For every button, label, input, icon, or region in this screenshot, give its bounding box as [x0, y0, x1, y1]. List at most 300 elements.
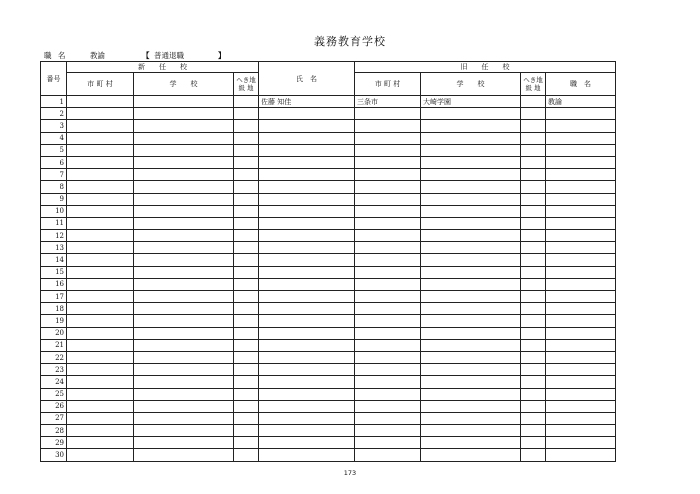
- old-remote-cell: [521, 291, 546, 303]
- old-remote-cell: [521, 169, 546, 181]
- meta-line: [44, 50, 230, 61]
- name-cell: [259, 181, 355, 193]
- name-cell: [259, 108, 355, 120]
- old-school-cell: [421, 108, 521, 120]
- new-municipality-cell: [67, 132, 134, 144]
- old-municipality-cell: [355, 132, 421, 144]
- new-school-cell: [134, 254, 234, 266]
- old-position-cell: [546, 242, 616, 254]
- old-remote-cell: [521, 315, 546, 327]
- table-row: [41, 425, 616, 437]
- table-row: [41, 400, 616, 412]
- new-school-cell: [134, 339, 234, 351]
- new-remote-cell: [234, 254, 259, 266]
- old-school-cell: [421, 388, 521, 400]
- old-position-cell: [546, 339, 616, 351]
- old-remote-cell: [521, 217, 546, 229]
- old-municipality-cell: [355, 278, 421, 290]
- row-number: 9: [41, 193, 67, 205]
- old-municipality-cell: [355, 266, 421, 278]
- new-municipality-cell: [67, 425, 134, 437]
- table-row: [41, 181, 616, 193]
- new-school-cell: [134, 278, 234, 290]
- new-municipality-cell: [67, 339, 134, 351]
- old-school-cell: [421, 120, 521, 132]
- old-position-cell: [546, 364, 616, 376]
- table-row: [41, 254, 616, 266]
- row-number: 5: [41, 144, 67, 156]
- new-school-cell: [134, 230, 234, 242]
- old-school-cell: [421, 449, 521, 461]
- old-remote-cell: [521, 327, 546, 339]
- row-number: 13: [41, 242, 67, 254]
- old-position-cell: [546, 108, 616, 120]
- name-cell: [259, 315, 355, 327]
- name-cell: [259, 266, 355, 278]
- header-name: 氏 名: [259, 62, 355, 96]
- new-school-cell: [134, 425, 234, 437]
- name-cell: [259, 449, 355, 461]
- old-municipality-cell: [355, 230, 421, 242]
- new-remote-cell: [234, 266, 259, 278]
- new-municipality-cell: [67, 156, 134, 168]
- name-cell: 佐藤 知佳: [259, 96, 355, 108]
- old-position-cell: [546, 437, 616, 449]
- old-school-cell: [421, 144, 521, 156]
- old-municipality-cell: [355, 388, 421, 400]
- old-remote-cell: [521, 108, 546, 120]
- new-municipality-cell: [67, 412, 134, 424]
- old-municipality-cell: [355, 364, 421, 376]
- new-remote-cell: [234, 400, 259, 412]
- header-new-municipality: 市 町 村: [67, 73, 134, 96]
- old-school-cell: [421, 437, 521, 449]
- old-remote-cell: [521, 266, 546, 278]
- old-municipality-cell: [355, 351, 421, 363]
- table-row: [41, 205, 616, 217]
- row-number: 25: [41, 388, 67, 400]
- name-cell: [259, 303, 355, 315]
- new-remote-cell: [234, 437, 259, 449]
- old-municipality-cell: [355, 327, 421, 339]
- old-municipality-cell: [355, 181, 421, 193]
- new-municipality-cell: [67, 96, 134, 108]
- new-municipality-cell: [67, 205, 134, 217]
- row-number: 12: [41, 230, 67, 242]
- new-municipality-cell: [67, 291, 134, 303]
- name-cell: [259, 376, 355, 388]
- header-number: 番号: [41, 62, 67, 96]
- old-remote-cell: [521, 351, 546, 363]
- new-municipality-cell: [67, 193, 134, 205]
- new-municipality-cell: [67, 303, 134, 315]
- row-number: 27: [41, 412, 67, 424]
- old-position-cell: [546, 303, 616, 315]
- old-position-cell: [546, 254, 616, 266]
- old-position-cell: [546, 217, 616, 229]
- row-number: 24: [41, 376, 67, 388]
- row-number: 11: [41, 217, 67, 229]
- table-row: [41, 169, 616, 181]
- category-value: 普通退職: [154, 51, 184, 60]
- old-position-cell: [546, 230, 616, 242]
- name-cell: [259, 327, 355, 339]
- new-school-cell: [134, 205, 234, 217]
- name-cell: [259, 169, 355, 181]
- name-cell: [259, 205, 355, 217]
- new-remote-cell: [234, 144, 259, 156]
- row-number: 17: [41, 291, 67, 303]
- name-cell: [259, 120, 355, 132]
- table-row: [41, 217, 616, 229]
- table-row: [41, 96, 616, 108]
- old-school-cell: [421, 400, 521, 412]
- name-cell: [259, 388, 355, 400]
- name-cell: [259, 217, 355, 229]
- old-position-cell: [546, 181, 616, 193]
- row-number: 23: [41, 364, 67, 376]
- row-number: 10: [41, 205, 67, 217]
- new-school-cell: [134, 327, 234, 339]
- table-row: [41, 412, 616, 424]
- old-remote-cell: [521, 181, 546, 193]
- old-remote-cell: [521, 156, 546, 168]
- table-row: [41, 120, 616, 132]
- new-school-cell: [134, 449, 234, 461]
- new-municipality-cell: [67, 327, 134, 339]
- old-remote-cell: [521, 449, 546, 461]
- old-position-cell: [546, 425, 616, 437]
- row-number: 28: [41, 425, 67, 437]
- row-number: 7: [41, 169, 67, 181]
- old-position-cell: [546, 278, 616, 290]
- old-remote-cell: [521, 230, 546, 242]
- name-cell: [259, 400, 355, 412]
- new-municipality-cell: [67, 120, 134, 132]
- header-row-1: [41, 62, 616, 73]
- name-cell: [259, 230, 355, 242]
- old-municipality-cell: [355, 120, 421, 132]
- old-school-cell: [421, 230, 521, 242]
- new-remote-cell: [234, 315, 259, 327]
- old-school-cell: [421, 315, 521, 327]
- new-school-cell: [134, 376, 234, 388]
- old-municipality-cell: [355, 156, 421, 168]
- header-old-remote: へき地 級 地: [521, 73, 546, 96]
- new-remote-cell: [234, 108, 259, 120]
- old-remote-cell: [521, 205, 546, 217]
- row-number: 3: [41, 120, 67, 132]
- old-remote-cell: [521, 254, 546, 266]
- new-school-cell: [134, 96, 234, 108]
- new-municipality-cell: [67, 376, 134, 388]
- new-school-cell: [134, 193, 234, 205]
- table-row: [41, 327, 616, 339]
- old-remote-cell: [521, 376, 546, 388]
- old-school-cell: [421, 364, 521, 376]
- new-remote-cell: [234, 327, 259, 339]
- table-row: [41, 156, 616, 168]
- old-municipality-cell: [355, 193, 421, 205]
- table-row: [41, 303, 616, 315]
- new-municipality-cell: [67, 364, 134, 376]
- new-school-cell: [134, 351, 234, 363]
- new-remote-cell: [234, 169, 259, 181]
- new-remote-cell: [234, 449, 259, 461]
- old-position-cell: [546, 315, 616, 327]
- old-position-cell: [546, 266, 616, 278]
- new-municipality-cell: [67, 181, 134, 193]
- old-municipality-cell: [355, 144, 421, 156]
- old-municipality-cell: [355, 315, 421, 327]
- old-position-cell: [546, 327, 616, 339]
- new-school-cell: [134, 388, 234, 400]
- new-remote-cell: [234, 96, 259, 108]
- row-number: 4: [41, 132, 67, 144]
- name-cell: [259, 156, 355, 168]
- new-school-cell: [134, 400, 234, 412]
- new-municipality-cell: [67, 217, 134, 229]
- new-remote-cell: [234, 242, 259, 254]
- old-municipality-cell: [355, 303, 421, 315]
- header-old-school: 旧 任 校: [355, 62, 616, 73]
- old-position-cell: [546, 120, 616, 132]
- name-cell: [259, 144, 355, 156]
- new-school-cell: [134, 169, 234, 181]
- old-remote-cell: [521, 278, 546, 290]
- new-remote-cell: [234, 376, 259, 388]
- old-position-cell: [546, 205, 616, 217]
- header-old-municipality: 市 町 村: [355, 73, 421, 96]
- new-school-cell: [134, 120, 234, 132]
- header-old-position: 職 名: [546, 73, 616, 96]
- row-number: 19: [41, 315, 67, 327]
- bracket-close: 】: [218, 51, 226, 60]
- old-municipality-cell: [355, 291, 421, 303]
- old-remote-cell: [521, 193, 546, 205]
- old-position-cell: [546, 132, 616, 144]
- new-school-cell: [134, 108, 234, 120]
- new-municipality-cell: [67, 242, 134, 254]
- old-remote-cell: [521, 400, 546, 412]
- old-municipality-cell: [355, 339, 421, 351]
- old-remote-cell: [521, 120, 546, 132]
- old-position-cell: [546, 376, 616, 388]
- old-municipality-cell: 三条市: [355, 96, 421, 108]
- old-municipality-cell: [355, 400, 421, 412]
- new-school-cell: [134, 132, 234, 144]
- old-municipality-cell: [355, 205, 421, 217]
- new-municipality-cell: [67, 254, 134, 266]
- old-school-cell: [421, 205, 521, 217]
- row-number: 2: [41, 108, 67, 120]
- old-position-cell: [546, 400, 616, 412]
- old-municipality-cell: [355, 425, 421, 437]
- old-position-cell: [546, 144, 616, 156]
- old-school-cell: [421, 181, 521, 193]
- new-remote-cell: [234, 217, 259, 229]
- old-remote-cell: [521, 364, 546, 376]
- new-school-cell: [134, 242, 234, 254]
- row-number: 26: [41, 400, 67, 412]
- name-cell: [259, 132, 355, 144]
- table-row: [41, 108, 616, 120]
- old-municipality-cell: [355, 217, 421, 229]
- old-remote-cell: [521, 388, 546, 400]
- new-school-cell: [134, 291, 234, 303]
- new-municipality-cell: [67, 315, 134, 327]
- old-remote-cell: [521, 96, 546, 108]
- name-cell: [259, 437, 355, 449]
- name-cell: [259, 364, 355, 376]
- old-school-cell: [421, 376, 521, 388]
- old-municipality-cell: [355, 254, 421, 266]
- old-municipality-cell: [355, 169, 421, 181]
- name-cell: [259, 254, 355, 266]
- old-school-cell: [421, 242, 521, 254]
- new-remote-cell: [234, 181, 259, 193]
- old-municipality-cell: [355, 449, 421, 461]
- table-row: [41, 388, 616, 400]
- new-remote-cell: [234, 412, 259, 424]
- new-remote-cell: [234, 205, 259, 217]
- new-school-cell: [134, 144, 234, 156]
- new-remote-cell: [234, 230, 259, 242]
- table-row: [41, 376, 616, 388]
- row-number: 14: [41, 254, 67, 266]
- new-remote-cell: [234, 364, 259, 376]
- row-number: 8: [41, 181, 67, 193]
- old-school-cell: [421, 217, 521, 229]
- new-municipality-cell: [67, 230, 134, 242]
- old-school-cell: [421, 193, 521, 205]
- old-school-cell: [421, 169, 521, 181]
- new-municipality-cell: [67, 278, 134, 290]
- header-new-remote: へき地 級 地: [234, 73, 259, 96]
- name-cell: [259, 242, 355, 254]
- old-remote-cell: [521, 412, 546, 424]
- table-row: [41, 132, 616, 144]
- row-number: 29: [41, 437, 67, 449]
- header-new-school-name: 学 校: [134, 73, 234, 96]
- old-municipality-cell: [355, 376, 421, 388]
- new-school-cell: [134, 266, 234, 278]
- old-school-cell: [421, 339, 521, 351]
- old-remote-cell: [521, 339, 546, 351]
- old-school-cell: [421, 291, 521, 303]
- header-new-school: 新 任 校: [67, 62, 259, 73]
- new-municipality-cell: [67, 108, 134, 120]
- table-row: [41, 193, 616, 205]
- old-school-cell: [421, 351, 521, 363]
- old-school-cell: [421, 254, 521, 266]
- new-municipality-cell: [67, 169, 134, 181]
- new-school-cell: [134, 217, 234, 229]
- table-row: [41, 351, 616, 363]
- table-row: [41, 315, 616, 327]
- old-school-cell: [421, 412, 521, 424]
- new-remote-cell: [234, 388, 259, 400]
- row-number: 6: [41, 156, 67, 168]
- new-municipality-cell: [67, 266, 134, 278]
- position-label: 職 名: [44, 51, 68, 60]
- old-school-cell: [421, 156, 521, 168]
- new-school-cell: [134, 315, 234, 327]
- row-number: 22: [41, 351, 67, 363]
- old-remote-cell: [521, 303, 546, 315]
- old-remote-cell: [521, 144, 546, 156]
- transfer-table: [40, 61, 616, 462]
- new-remote-cell: [234, 132, 259, 144]
- new-remote-cell: [234, 193, 259, 205]
- table-row: [41, 339, 616, 351]
- old-school-cell: [421, 327, 521, 339]
- page-number: 173: [343, 469, 357, 477]
- new-municipality-cell: [67, 449, 134, 461]
- old-school-cell: [421, 278, 521, 290]
- table-row: [41, 144, 616, 156]
- table-row: [41, 437, 616, 449]
- row-number: 20: [41, 327, 67, 339]
- old-municipality-cell: [355, 242, 421, 254]
- new-remote-cell: [234, 278, 259, 290]
- row-number: 15: [41, 266, 67, 278]
- table-row: [41, 278, 616, 290]
- new-school-cell: [134, 156, 234, 168]
- new-remote-cell: [234, 291, 259, 303]
- new-remote-cell: [234, 120, 259, 132]
- table-row: [41, 449, 616, 461]
- old-municipality-cell: [355, 412, 421, 424]
- new-municipality-cell: [67, 144, 134, 156]
- old-position-cell: [546, 388, 616, 400]
- row-number: 1: [41, 96, 67, 108]
- new-remote-cell: [234, 351, 259, 363]
- old-municipality-cell: [355, 108, 421, 120]
- table-row: [41, 266, 616, 278]
- old-remote-cell: [521, 437, 546, 449]
- new-municipality-cell: [67, 388, 134, 400]
- row-number: 30: [41, 449, 67, 461]
- header-old-school-name: 学 校: [421, 73, 521, 96]
- new-municipality-cell: [67, 437, 134, 449]
- bracket-open: 【: [142, 51, 150, 60]
- name-cell: [259, 425, 355, 437]
- old-municipality-cell: [355, 437, 421, 449]
- old-position-cell: [546, 193, 616, 205]
- new-school-cell: [134, 364, 234, 376]
- new-remote-cell: [234, 339, 259, 351]
- row-number: 18: [41, 303, 67, 315]
- old-position-cell: [546, 412, 616, 424]
- new-remote-cell: [234, 425, 259, 437]
- table-row: [41, 242, 616, 254]
- table-row: [41, 230, 616, 242]
- old-remote-cell: [521, 132, 546, 144]
- old-position-cell: [546, 351, 616, 363]
- old-school-cell: 大崎学園: [421, 96, 521, 108]
- new-remote-cell: [234, 156, 259, 168]
- old-position-cell: [546, 169, 616, 181]
- name-cell: [259, 339, 355, 351]
- name-cell: [259, 278, 355, 290]
- name-cell: [259, 412, 355, 424]
- row-number: 16: [41, 278, 67, 290]
- old-remote-cell: [521, 242, 546, 254]
- new-school-cell: [134, 303, 234, 315]
- new-school-cell: [134, 181, 234, 193]
- old-school-cell: [421, 266, 521, 278]
